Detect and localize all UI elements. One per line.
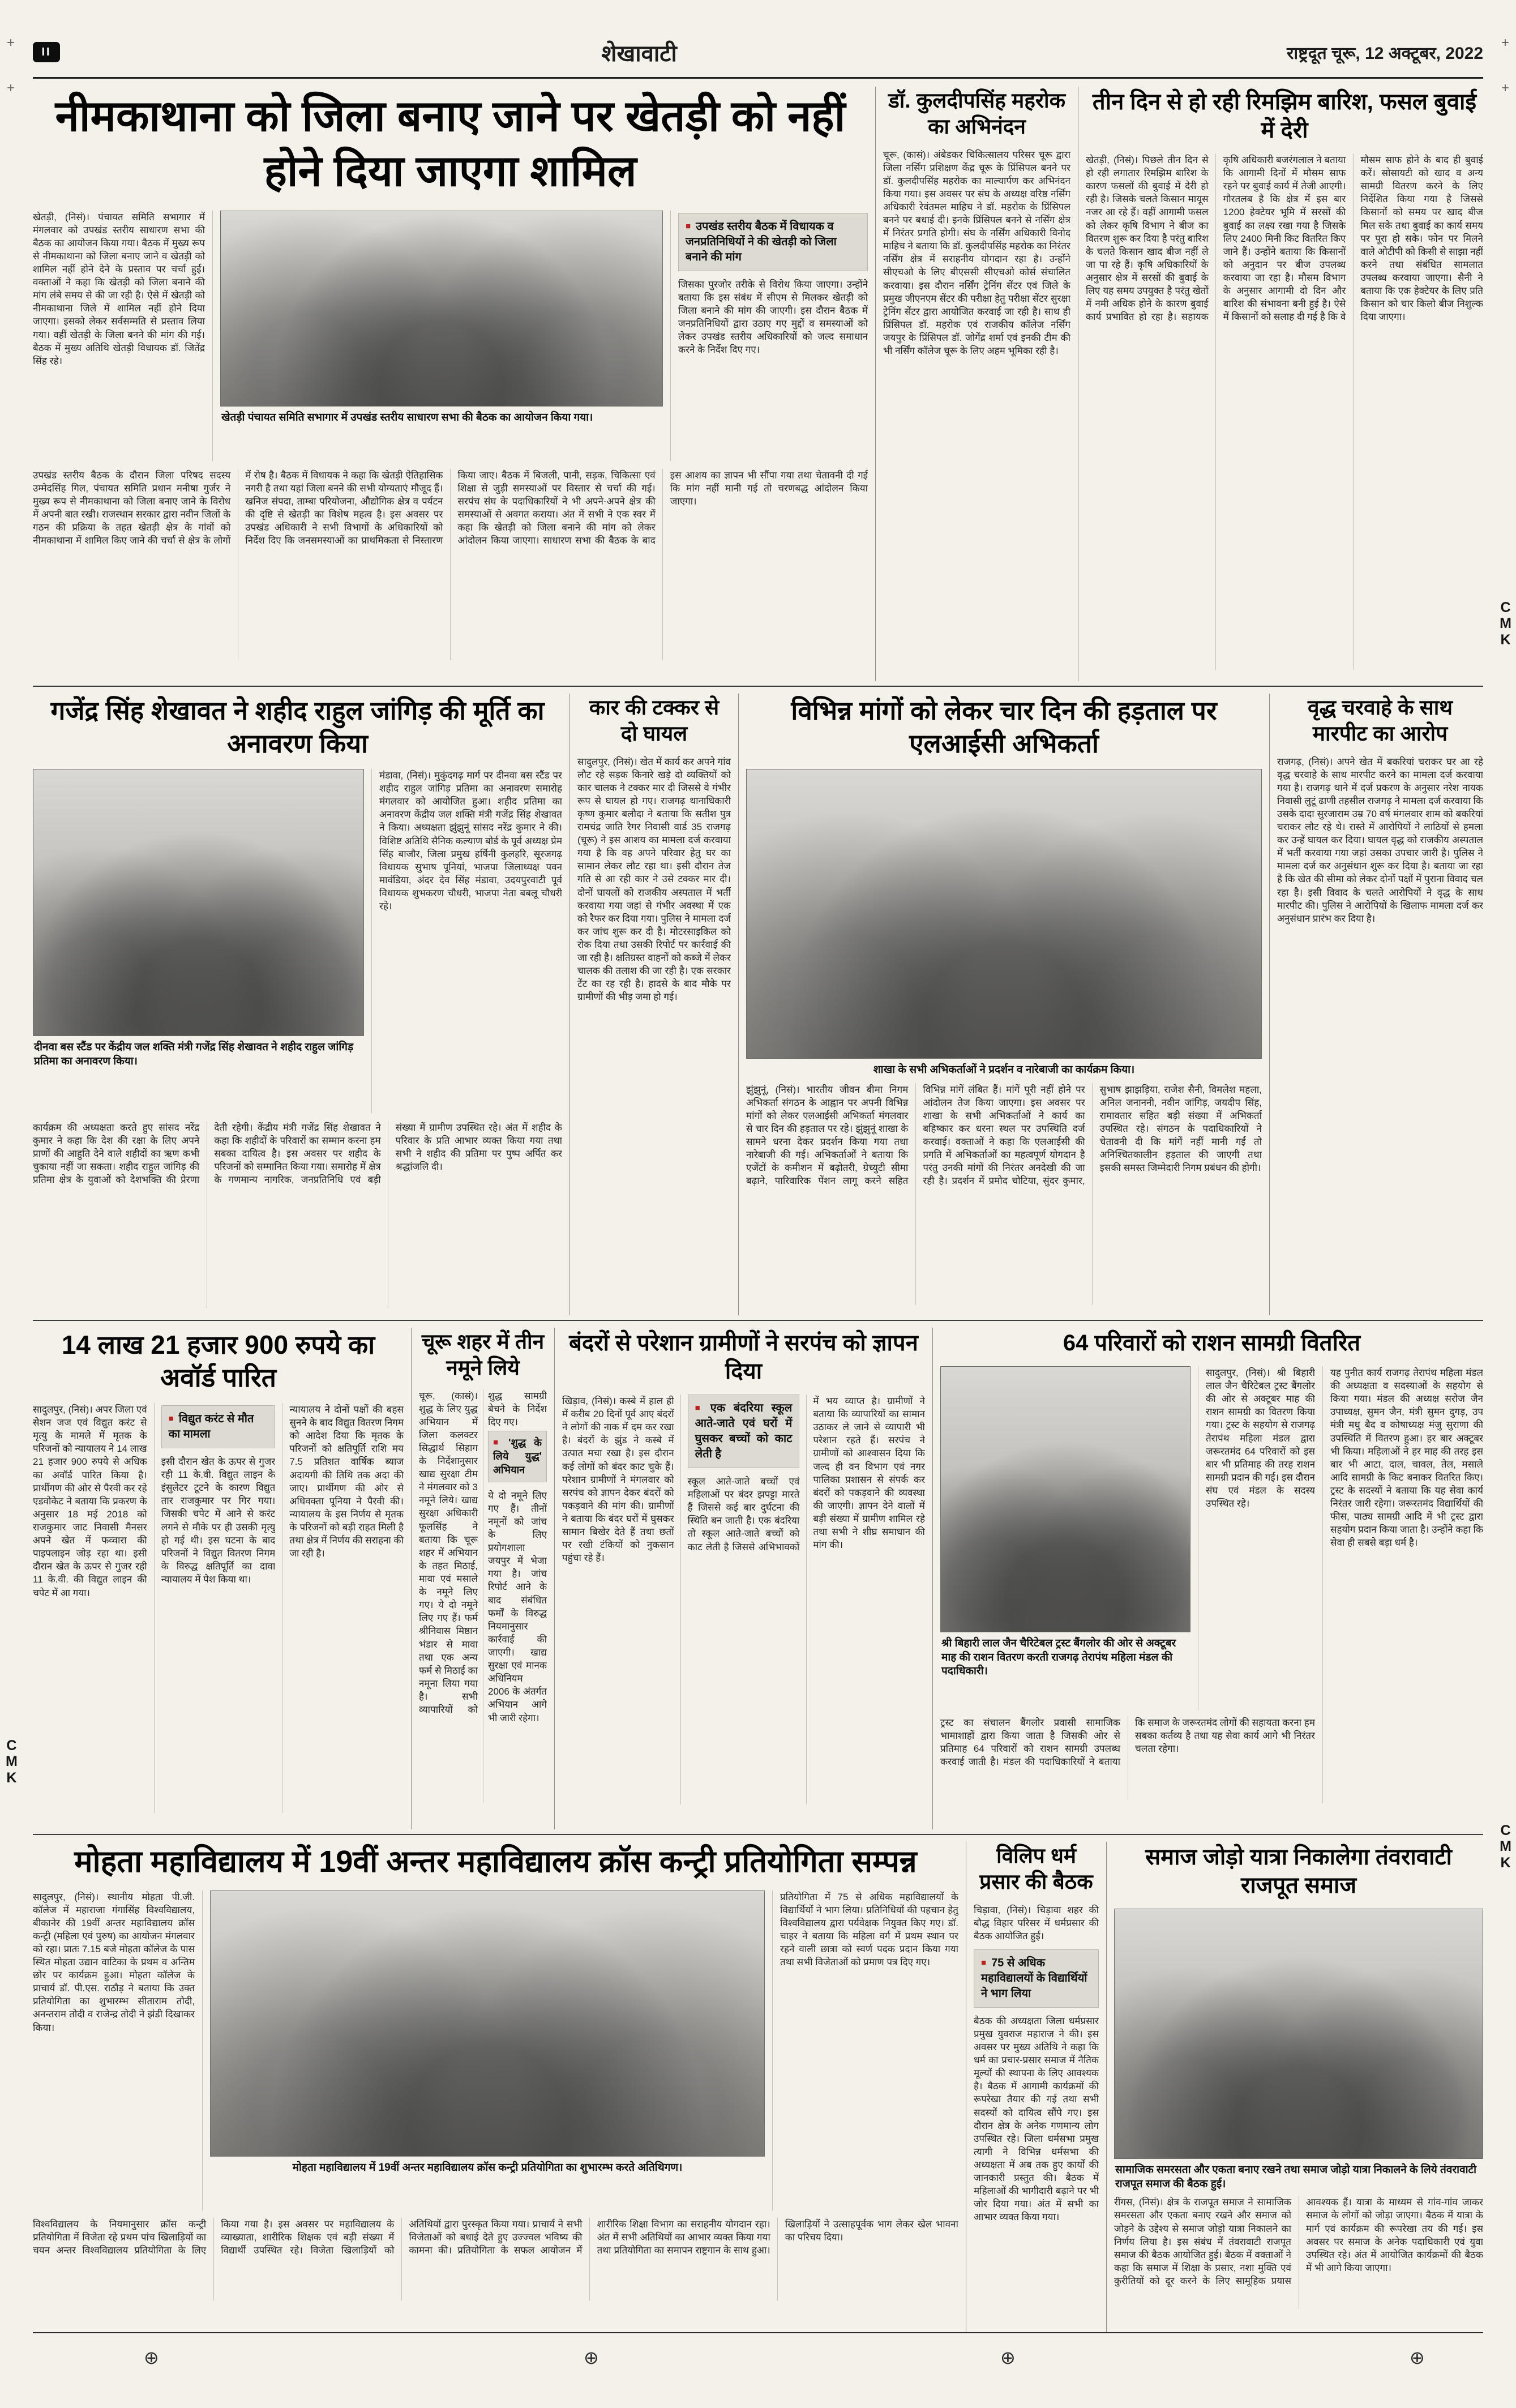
ration-body-bottom: ट्रस्ट का संचालन बैंगलोर प्रवासी सामाजिक भामाशाहों द्वारा किया जाता है जिसकी ओर से प्रतिमाह 64 परिवारों को राशन सामग्री उपलब्ध करवाई जाती है। मंडल की पदाधिकारियों ने बताया कि समाज के जरूरतमंद लोगों की सहायता करना हम सबका कर्तव्य है तथा यह सेवा कार्य आगे भी निरंतर चलता रहेगा। [940, 1717, 1315, 1768]
kar-body: सादुलपुर, (निसं)। खेत में कार्य कर अपने गांव लौट रहे सड़क किनारे खड़े दो व्यक्तियों को कार चालक ने टक्कर मार दी जिससे वे गंभीर रूप से घायल हो गए। राजगढ़ थानाधिकारी कृष्ण कुमार बलौदा ने बताया कि सतीश पुत्र रामचंद्र जाति रैगर निवासी वार्ड 35 राजगढ़ (चूरू) ने इस आशय का मामला दर्ज करवाया गया है कि वह अपने परिवार हेतु घर का सामान लेकर लौट रहा था। इसी दौरान तेज गति से आ रही कार ने उसे टक्कर मार दी। दोनों घायलों को राजकीय अस्पताल में भर्ती करवाया गया जहां से गंभीर अवस्था में एक को रैफर कर दिया गया। पुलिस ने मामला दर्ज कर जांच शुरू कर दी है। मोटरसाइकिल को रोक दिया तथा उसकी रिपोर्ट पर कार्रवाई की जा रही है। क्षतिग्रस्त वाहनों को कब्जे में लेकर चालक की तलाश की जा रही है। एक सरकार टेंट का रह रही है। हादसे के बाद मौके पर ग्रामीणों की भीड़ जमा हो गई। [577, 756, 731, 1003]
cmk-k: K [1500, 631, 1511, 648]
kar-headline: कार की टक्कर से दो घायल [589, 696, 720, 746]
meeting-photo [220, 211, 663, 407]
murti-body-column: मंडावा, (निसं)। मुकुंदगढ़ मार्ग पर दीनवा बस स्टैंड पर शहीद राहुल जांगिड़ प्रतिमा का अनावरण समारोह मंगलवार को आयोजित हुआ। शहीद प्रतिमा का अनावरण केंद्रीय जल शक्ति मंत्री गजेंद्र सिंह शेखावत ने किया। अध्यक्षता झुंझुनूं सांसद नरेंद्र कुमार ने की। विशिष्ट अतिथि सैनिक कल्याण बोर्ड के पूर्व अध्यक्ष प्रेम सिंह बाजौर, जिला प्रमुख हर्षिनी कुलहरि, सूरजगढ़ विधायक सुभाष पूनियां, भाजपा जिलाध्यक्ष पवन मावंडिया, अंदर देव सिंह मंडावा, उदयपुरवाटी पूर्व विधायक शुभकरण चौधरी, भाजपा नेता बबलू चौधरी रहे। [371, 769, 562, 1113]
photo-caption: शाखा के सभी अभिकर्ताओं ने प्रदर्शन व नारेबाजी का कार्यक्रम किया। [873, 1064, 1135, 1076]
lic-headline: विभिन्न मांगों को लेकर चार दिन की हड़ताल पर एलआईसी अभिकर्ता [791, 696, 1217, 758]
cmk-m: M [1500, 1838, 1511, 1855]
article-charwaha-marpit [1269, 694, 1483, 1315]
meeting-group-photo [1114, 1909, 1483, 2159]
page-footer [33, 2332, 1483, 2389]
pullbox-text: 75 से अधिक महाविद्यालयों के विद्यार्थियों ने भाग लिया [981, 1956, 1087, 2000]
cmk-c: C [1500, 600, 1511, 615]
article-neemkathana-khetri [33, 87, 868, 681]
photo-cross-country [210, 1891, 765, 2211]
photo-statue-unveiling [33, 769, 364, 1113]
article-rajput-samaj-yatra [1106, 1842, 1483, 2332]
cmk-print-mark [1500, 600, 1511, 647]
main-body-left-column: खेतड़ी, (निसं)। पंचायत समिति सभागार में मंगलवार को उपखंड स्तरीय साधारण सभा की बैठक का आयोजन किया गया। बैठक में मुख्य रूप से नीमकाथाना को जिला बनाए जाने व खेतड़ी को शामिल नहीं होने देने के प्रस्ताव पर चर्चा हुई। वक्ताओं ने कहा कि खेतड़ी को जिला बनाने की मांग लंबे समय से की जा रही है। ऐसे में खेतड़ी को नीमकाथाना जिले में शामिल नहीं होने दिया जाएगा। इसको लेकर सर्वसम्मति से प्रस्ताव लिया गया। वहीं खेतड़ी के जिला बनने की मांग की गई। बैठक में मुख्य अतिथि खेतड़ी विधायक डॉ. जितेंद्र सिंह रहे। [33, 211, 213, 461]
namune-body-columns [419, 1389, 547, 1803]
red-square-icon: ■ [981, 1957, 987, 1968]
bandar-body-columns [562, 1395, 925, 1804]
photo-rajput-meeting [1114, 1909, 1483, 2191]
dharm-headline: विलिप धर्म प्रसार की बैठक [979, 1844, 1093, 1894]
pullbox-text: विद्युत करंट से मौत का मामला [168, 1413, 254, 1440]
cmk-c: C [1500, 1823, 1511, 1838]
article-mahrok-abhinandan [875, 87, 1070, 681]
abhinandan-headline: डॉ. कुलदीपसिंह महरोक का अभिनंदन [888, 89, 1066, 139]
section-lower [33, 1320, 1483, 1829]
pullbox-text: 'शुद्ध के लिये युद्ध' अभियान [493, 1436, 542, 1476]
dharm-lead: चिड़ावा, (निसं)। चिड़ावा शहर की बौद्ध विहार परिसर में धर्मप्रसार की बैठक आयोजित हुई। [974, 1904, 1099, 1941]
cross-headline: मोहता महाविद्यालय में 19वीं अन्तर महाविद्यालय क्रॉस कन्ट्री प्रतियोगिता सम्पन्न [74, 1845, 917, 1879]
cmk-c: C [6, 1738, 17, 1753]
register-target-icon: ⊕ [1000, 2347, 1016, 2368]
main-body-right-column: जिसका पुरजोर तरीके से विरोध किया जाएगा। उन्होंने बताया कि इस संबंध में सीएम से मिलकर खेतड़ी को जिला बनाने की मांग की जाएगी। इस दौरान बैठक में जनप्रतिनिधियों द्वारा उठाए गए मुद्दों व समस्याओं को लेकर उपखंड स्तरीय अधिकारियों को जल्द समाधान करने के निर्देश दिए गए। [678, 279, 868, 356]
cmk-m: M [1500, 615, 1511, 632]
lic-body-columns: झुंझुनूं, (निसं)। भारतीय जीवन बीमा निगम अभिकर्ता संगठन के आह्वान पर अपनी विभिन्न मांगों को लेकर एलआईसी अभिकर्ता मंगलवार से चार दिन की हड़ताल पर रहे। झुंझुनूं शाखा के सामने धरना देकर प्रदर्शन किया गया तथा नारेबाजी की गई। अभिकर्ताओं ने बताया कि एजेंटों के कमीशन में बढ़ोतरी, ग्रेच्युटी सीमा बढ़ाने, पारिवारिक पेंशन लागू करने सहित विभिन्न मांगें लंबित हैं। मांगें पूरी नहीं होने पर आंदोलन तेज किया जाएगा। इस अवसर पर शाखा के सभी अभिकर्ताओं ने कार्य का बहिष्कार कर धरना स्थल पर उपस्थिति दर्ज करवाई। वक्ताओं ने कहा कि एलआईसी की प्रगति में अभिकर्ताओं का महत्वपूर्ण योगदान है परंतु उनकी मांगों की निरंतर अनदेखी की जा रही है। प्रदर्शन में प्रमोद चोटिया, सुंदर कुमार, सुभाष झाझड़िया, राजेश सैनी, विमलेश महला, अनिल जनाननी, नवीन जांगिड़, जयदीप सिंह, रामावतार सहित बड़ी संख्या में अभिकर्ता उपस्थित रहे। संगठन के पदाधिकारियों ने चेतावनी दी कि मांगें नहीं मानी गईं तो अनिश्चितकालीन हड़ताल की जाएगी तथा इसकी समस्त जिम्मेदारी निगम प्रबंधन की होगी। [746, 1084, 1262, 1187]
barish-headline: तीन दिन से हो रही रिमझिम बारिश, फसल बुवाई में देरी [1092, 89, 1477, 143]
cmk-k: K [1500, 1854, 1511, 1871]
abhinandan-body: चूरू, (कासं)। अंबेडकर चिकित्सालय परिसर चूरू द्वारा जिला नर्सिंग प्रशिक्षण केंद्र चूरू के प्रिंसिपल बनने पर डॉ. कुलदीपसिंह महरोक का माल्यार्पण कर अभिनंदन किया गया। इस अवसर पर संघ के अध्यक्ष वरिष्ठ नर्सिंग अधिकारी रेवंतमल माहिच ने डॉ. महरोक के प्रिंसिपल बनने पर बधाई दी। इनके प्रिंसिपल बनने से नर्सिंग क्षेत्र में निरंतर प्रगति होगी। संघ के नर्सिंग अधिकारी विनोद माहिच ने बताया कि डॉ. कुलदीपसिंह महरोक का निरंतर नर्सिंग क्षेत्र में सराहनीय योगदान रहा है। उन्होंने सीएचओ के लिए बीएससी सीएचओ कोर्स संचालित करवाया। इस दौरान नर्सिंग ट्रेनिंग सेंटर एवं जिले के प्रमुख जीएनएम सेंटर की परीक्षा हेतु परीक्षा सेंटर सुरक्षा ट्रेनिंग सेंटर द्वारा आयोजित करवाई जा रही है। साथ ही प्रिंसिपल डॉ. महरोक एवं राजकीय कॉलेज नर्सिंग जयपुर के प्रिंसिपल डॉ. जोगेंद्र शर्मा एवं इनकी टीम की भी नर्सिंग कॉलेज चूरू के लिए अहम भूमिका रही है। [883, 149, 1070, 357]
register-plus-icon: + [7, 80, 15, 96]
namune-body-a: चूरू, (कासं)। शुद्ध के लिए युद्ध अभियान में जिला कलक्टर सिद्धार्थ सिहाग के निर्देशानुसार खाद्य सुरक्षा टीम ने मंगलवार को 3 नमूने लिये। खाद्य सुरक्षा अधिकारी फूलसिंह ने बताया कि चूरू शहर में अभियान के तहत मिठाई, मावा एवं मसाले के नमूने लिए गए। ये दो नमूने लिए गए हैं। फर्म श्रीनिवास मिष्ठान भंडार से मावा तथा एक अन्य फर्म से मिठाई का नमूना लिया गया है। सभी व्यापारियों को शुद्ध सामग्री बेचने के निर्देश दिए गए। [419, 1390, 547, 1716]
award-column-3: न्यायालय ने दोनों पक्षों की बहस सुनने के बाद विद्युत वितरण निगम को आदेश दिया कि मृतक के परिजनों को क्षतिपूर्ति राशि मय 7.5 प्रतिशत वार्षिक ब्याज अदायगी की तिथि तक अदा की जाए। प्रार्थीगण की ओर से अधिवक्ता पूनिया ने पैरवी की। न्यायालय के इस निर्णय से मृतक के परिजनों को बड़ी राहत मिली है तथा क्षेत्र में निर्णय की सराहना की जा रही है। [282, 1403, 404, 1813]
edition-title: शेखावाटी [601, 41, 677, 66]
register-plus-icon: + [7, 35, 15, 50]
article-namune [411, 1328, 547, 1829]
article-car-takkar [569, 694, 731, 1315]
register-target-icon: ⊕ [584, 2347, 599, 2368]
award-column-2: इसी दौरान खेत के ऊपर से गुजर रही 11 के.वी. विद्युत लाइन के इंसुलेटर टूटने के कारण विद्युत तार राजकुमार पर गिर गया। जिसकी चपेट में आने से करंट लगने से मौके पर ही उसकी मृत्यु हो गई थी। इस घटना के बाद परिजनों ने विद्युत वितरण निगम के विरुद्ध क्षतिपूर्ति का दावा न्यायालय में पेश किया था। [161, 1456, 276, 1585]
namune-body-b: ये दो नमूने लिए गए हैं। तीनों नमूनों को जांच के लिए प्रयोगशाला जयपुर में भेजा गया है। जांच रिपोर्ट आने के बाद संबंधित फर्मों के विरुद्ध नियमानुसार कार्रवाई की जाएगी। खाद्य सुरक्षा एवं मानक अधिनियम 2006 के अंतर्गत अभियान आगे भी जारी रहेगा। [488, 1490, 547, 1723]
demand-pullbox [678, 213, 868, 271]
race-photo [210, 1891, 765, 2157]
cmk-m: M [6, 1753, 18, 1770]
ration-photo [940, 1366, 1190, 1632]
red-square-icon: ■ [686, 221, 691, 231]
page-number-mark: II [33, 42, 60, 62]
cross-body-right-column: प्रतियोगिता में 75 से अधिक महाविद्यालयों के विद्यार्थियों ने भाग लिया। प्रतिनिधियों की पहचान हेतु विश्वविद्यालय द्वारा पर्यवेक्षक नियुक्त किए गए। डॉ. चाहर ने बताया कि महिला वर्ग में प्रथम स्थान पर रहने वाली छात्रा को स्वर्ण पदक प्रदान किया गया तथा सभी विजेताओं को प्रमाण पत्र दिए गए। [772, 1891, 958, 2211]
charwaha-body: राजगढ़, (निसं)। अपने खेत में बकरियां चराकर घर आ रहे वृद्ध चरवाहे के साथ मारपीट करने का मामला दर्ज करवाया गया है। राजगढ़ थाने में दर्ज प्रकरण के अनुसार नरेश नायक निवासी लुटूं ढाणी तहसील राजगढ़ ने मामला दर्ज करवाया कि उसके दादा सुरजाराम उम्र 70 वर्ष मंगलवार शाम को बकरियां चराकर लौट रहे थे। रास्ते में आरोपियों ने लाठियों से हमला कर उन्हें घायल कर दिया। घायल वृद्ध को राजकीय अस्पताल में भर्ती करवाया गया जहां उसका उपचार जारी है। पुलिस ने मामला दर्ज कर अनुसंधान शुरू कर दिया है। बताया जा रहा है कि खेत की सीमा को लेकर दोनों पक्षों में पुराना विवाद चल रहा है। इसी विवाद के चलते आरोपियों ने वृद्ध के साथ मारपीट की। पुलिस ने आरोपियों के खिलाफ मामला दर्ज कर अनुसंधान प्रारंभ कर दिया है। [1277, 756, 1483, 924]
cmk-print-mark [1500, 1823, 1511, 1870]
red-square-icon: ■ [695, 1403, 705, 1413]
bandariya-pullbox [688, 1395, 800, 1468]
article-dharm-prasar [966, 1842, 1099, 2332]
photo-khetri-meeting [220, 211, 663, 461]
article-bandar-gyapan [554, 1328, 925, 1829]
barish-body-columns: खेतड़ी, (निसं)। पिछले तीन दिन से हो रही लगातार रिमझिम बारिश के कारण फसलों की बुवाई में देरी हो रही है। जिसके चलते किसान मायूस नजर आ रहे हैं। वहीं आगामी फसल को लेकर कृषि विभाग ने बीज का वितरण शुरू कर दिया है परंतु बारिश के चलते किसान खाद बीज नहीं ले जा पा रहे हैं। कृषि अधिकारियों के अनुसार क्षेत्र में सरसों की बुवाई के लिए यह समय उपयुक्त है परंतु खेतों में नमी अधिक होने के कारण बुवाई कार्य प्रभावित हो रहा है। सहायक कृषि अधिकारी बजरंगलाल ने बताया कि आगामी दिनों में मौसम साफ रहने पर बुवाई कार्य में तेजी आएगी। गौरतलब है कि क्षेत्र में इस बार 1200 हेक्टेयर भूमि में सरसों की बुवाई का लक्ष्य रखा गया है जिसके लिए 2400 मिनी किट वितरित किए जाने हैं। उन्होंने बताया कि किसानों को अनुदान पर बीज उपलब्ध करवाया जा रहा है। मौसम विभाग के अनुसार आगामी दो दिन और बारिश की संभावना बनी हुई है। ऐसे में किसानों को सलाह दी गई है कि वे मौसम साफ होने के बाद ही बुवाई करें। सोसायटी को खाद व अन्य सामग्री वितरण करने के लिए निर्देशित किया गया है जिससे किसानों को समय पर खाद बीज मिल सके तथा बुवाई का कार्य समय पर पूरा हो सके। फोन पर मिलने वाले ओटीपी को किसी से साझा नहीं करने तथा संबंधित सामलात उपलब्ध करवाया जाएगा। सैनी ने बताया कि एक हेक्टेयर के लिए प्रति किसान को चार किलो बीज निशुल्क दिया जाएगा। [1086, 155, 1483, 323]
article-shahid-murti-anavaran [33, 694, 562, 1315]
rajput-body-columns: रींगस, (निसं)। क्षेत्र के राजपूत समाज ने सामाजिक समरसता और एकता बनाए रखने और समाज को जोड़ने के उद्देश्य से समाज जोड़ो यात्रा निकालने का निर्णय लिया है। इस संबंध में तंवरावाटी राजपूत समाज की बैठक आयोजित हुई। बैठक में वक्ताओं ने कहा कि समाज में शिक्षा के प्रसार, नशा मुक्ति एवं कुरीतियों को दूर करने के लिए सामूहिक प्रयास आवश्यक हैं। यात्रा के माध्यम से गांव-गांव जाकर समाज के लोगों को जोड़ा जाएगा। बैठक में यात्रा के मार्ग एवं कार्यक्रम की रूपरेखा तय की गई। इस अवसर पर समाज के अनेक पदाधिकारी एवं युवा उपस्थित रहे। अंत में आयोजित कार्यक्रमों की बैठक में भी आगे किया जाएगा। [1114, 2197, 1483, 2287]
pullbox-text: एक बंदरिया स्कूल आते-जाते एवं घरों में घुसकर बच्चों को काट लेती है [695, 1402, 793, 1460]
bandar-body-a: खिड़ाव, (निसं)। कस्बे में हाल ही में करीब 20 दिनों पूर्व आए बंदरों ने लोगों की नाक में दम कर रखा है। बंदरों के झुंड ने कस्बे में उत्पात मचा रखा है। इस दौरान कई लोगों को बंदर काट चुके हैं। परेशान ग्रामीणों ने मंगलवार को सरपंच को ज्ञापन देकर बंदरों को पकड़वाने की मांग की। ग्रामीणों ने बताया कि बंदर घरों में घुसकर सामान बिखेर देते हैं तथा छतों पर रखी टंकियों को नुकसान पहुंचा रहे हैं। [562, 1396, 674, 1564]
bandar-headline: बंदरों से परेशान ग्रामीणों ने सरपंच को ज्ञापन दिया [569, 1331, 918, 1384]
register-plus-icon: + [1501, 80, 1509, 96]
masthead-rule [33, 77, 1483, 79]
cmk-print-mark [6, 1738, 18, 1785]
section-top [33, 87, 1483, 681]
article-award-parit [33, 1328, 404, 1829]
bandar-body-b: स्कूल आते-जाते बच्चों एवं महिलाओं पर बंदर झपट्टा मारते हैं जिससे कई बार दुर्घटना की स्थिति बन जाती है। एक बंदरिया तो स्कूल आते-जाते बच्चों को काट लेती है जिससे अभिभावकों में भय व्याप्त है। ग्रामीणों ने बताया कि व्यापारियों का सामान उठाकर ले जाने से व्यापारी भी परेशान रहते हैं। सरपंच ने ग्रामीणों को आश्वासन दिया कि जल्द ही वन विभाग एवं नगर पालिका प्रशासन से संपर्क कर बंदरों को पकड़वाने की व्यवस्था की जाएगी। ज्ञापन देने वालों में बड़ी संख्या में ग्रामीण शामिल रहे तथा सभी ने शीघ्र समाधान की मांग की। [687, 1396, 925, 1552]
article-barish-buwai [1078, 87, 1483, 681]
namune-headline: चूरू शहर में तीन नमूने लिये [421, 1330, 545, 1380]
current-death-pullbox [161, 1405, 276, 1448]
murti-headline: गजेंद्र सिंह शेखावत ने शहीद राहुल जांगिड़ की मूर्ति का अनावरण किया [50, 696, 545, 758]
article-ration-vitrit [932, 1328, 1483, 1829]
red-square-icon: ■ [168, 1414, 174, 1423]
cross-body-bottom-columns: विश्वविद्यालय के नियमानुसार क्रॉस कन्ट्री प्रतियोगिता में विजेता रहे प्रथम पांच खिलाड़ियों का चयन अन्तर विश्वविद्यालय प्रतियोगिता के लिए किया गया है। इस अवसर पर महाविद्यालय के व्याख्याता, शारीरिक शिक्षक एवं बड़ी संख्या में विद्यार्थी उपस्थित रहे। विजेता खिलाड़ियों को अतिथियों द्वारा पुरस्कृत किया गया। प्राचार्य ने सभी विजेताओं को बधाई देते हुए उज्ज्वल भविष्य की कामना की। प्रतियोगिता के सफल आयोजन में शारीरिक शिक्षा विभाग का सराहनीय योगदान रहा। अंत में सभी अतिथियों का आभार व्यक्त किया गया तथा प्रतियोगिता का समापन राष्ट्रगान के साथ हुआ। खिलाड़ियों ने उत्साहपूर्वक भाग लेकर खेल भावना का परिचय दिया। [33, 2218, 958, 2256]
register-target-icon: ⊕ [1410, 2347, 1425, 2368]
photo-caption: दीनवा बस स्टैंड पर केंद्रीय जल शक्ति मंत्री गजेंद्र सिंह शेखावत ने शहीद राहुल जांगिड़ प्रतिमा का अनावरण किया। [34, 1041, 354, 1067]
rajput-headline: समाज जोड़ो यात्रा निकालेगा तंवरावाटी राजपूत समाज [1145, 1845, 1452, 1898]
dharm-body: बैठक की अध्यक्षता जिला धर्मप्रसार प्रमुख युवराज महाराज ने की। इस अवसर पर मुख्य अतिथि ने कहा कि धर्म का प्रचार-प्रसार समाज में नैतिक मूल्यों की स्थापना के लिए आवश्यक है। बैठक में आगामी कार्यक्रमों की रूपरेखा तैयार की गई तथा सभी सदस्यों को दायित्व सौंपे गए। इस दौरान क्षेत्र के अनेक गणमान्य लोग उपस्थित रहे। जिला धर्मसभा प्रमुख त्यागी ने विभिन्न धर्मसभा की अध्यक्षता में अब तक हुए कार्यों की जानकारी प्रस्तुत की। बैठक में महिलाओं की भागीदारी बढ़ाने पर भी जोर दिया गया। अंत में सभी का आभार व्यक्त किया गया। [974, 2015, 1099, 2223]
photo-caption: खेतड़ी पंचायत समिति सभागार में उपखंड स्तरीय साधारण सभा की बैठक का आयोजन किया गया। [221, 411, 593, 424]
article-lic-hadtal [738, 694, 1262, 1315]
photo-caption: श्री बिहारी लाल जैन चैरिटेबल ट्रस्ट बैंगलोर की ओर से अक्टूबर माह की राशन वितरण करती राजगढ़ तेरापंथ महिला मंडल की पदाधिकारी। [941, 1637, 1176, 1678]
pullbox-text: उपखंड स्तरीय बैठक में विधायक व जनप्रतिनिधियों ने की खेतड़ी को जिला बनाने की मांग [686, 220, 837, 263]
statue-photo [33, 769, 364, 1036]
photo-lic-protest [746, 769, 1262, 1077]
main-headline: नीमकाथाना को जिला बनाए जाने पर खेतड़ी को नहीं होने दिया जाएगा शामिल [55, 92, 846, 196]
photo-caption: सामाजिक समरसता और एकता बनाए रखने तथा समाज जोड़ो यात्रा निकालने के लिये तंवरावाटी राजपूत समाज की बैठक हुई। [1115, 2164, 1477, 2190]
main-body-bottom-columns: उपखंड स्तरीय बैठक के दौरान जिला परिषद सदस्य उम्मेदसिंह गिल, पंचायत समिति प्रधान मनीषा गुर्जर ने मुख्य रूप से नीमकाथाना को जिला बनाए जाने के विरोध में अपनी बात रखी। राजस्थान सरकार द्वारा नवीन जिलों के गठन की प्रक्रिया के तहत खेतड़ी क्षेत्र के गांवों को नीमकाथाना में शामिल किए जाने की चर्चा से क्षेत्र के लोगों में रोष है। बैठक में विधायक ने कहा कि खेतड़ी ऐतिहासिक नगरी है तथा यहां जिला बनने की सभी योग्यताएं मौजूद हैं। खनिज संपदा, ताम्बा परियोजना, औद्योगिक क्षेत्र व पर्यटन की दृष्टि से खेतड़ी का विशेष महत्व है। इस अवसर पर उपखंड अधिकारी ने सभी विभागों के अधिकारियों को निर्देश दिए कि जनसमस्याओं का प्राथमिकता से निस्तारण किया जाए। बैठक में बिजली, पानी, सड़क, चिकित्सा एवं शिक्षा से जुड़ी समस्याओं पर विस्तार से चर्चा की गई। सरपंच संघ के पदाधिकारियों ने भी अपने-अपने क्षेत्र की समस्याओं से अवगत कराया। अंत में सभी ने एक स्वर में कहा कि खेतड़ी को जिला बनाने की मांग को लेकर आंदोलन किया जाएगा। साधारण सभा की बैठक के बाद इस आशय का ज्ञापन भी सौंपा गया तथा चेतावनी दी गई कि मांग नहीं मानी गई तो चरणबद्ध आंदोलन किया जाएगा। [33, 469, 868, 546]
section-bottom [33, 1834, 1483, 2332]
article-cross-country [33, 1842, 958, 2332]
ration-headline: 64 परिवारों को राशन सामग्री वितरित [1063, 1331, 1361, 1355]
photo-ration-distribution [940, 1366, 1190, 1710]
charwaha-headline: वृद्ध चरवाहे के साथ मारपीट का आरोप [1307, 696, 1453, 746]
award-column-1: सादुलपुर, (निसं)। अपर जिला एवं सेशन जज एवं विद्युत करंट से मृत्यु के मामले में मृतक के परिजनों को न्यायालय ने 14 लाख 21 हजार 900 रुपये से अधिक का अवॉर्ड पारित किया है। प्रार्थीगण की ओर से पैरवी कर रहे एडवोकेट ने बताया कि प्रकरण के अनुसार 18 मई 2018 को राजकुमार जाट निवासी मैनसर अपने खेत में फव्वारा की पाइपलाइन जोड़ रहा था। इसी दौरान खेत के ऊपर से गुजर रही 11 के.वी. की विद्युत लाइन की चपेट में आ गया। [33, 1404, 147, 1598]
protest-photo [746, 769, 1262, 1059]
masthead-dateline: राष्ट्रदूत चूरू, 12 अक्टूबर, 2022 [1287, 44, 1483, 63]
cross-body-left-column: सादुलपुर, (निसं)। स्थानीय मोहता पी.जी. कॉलेज में महाराजा गंगासिंह विश्वविद्यालय, बीकानेर की 19वीं अन्तर महाविद्यालय क्रॉस कन्ट्री (महिला एवं पुरुष) का आयोजन मंगलवार को रहा। प्रातः 7.15 बजे मोहता कॉलेज के पास स्थित मोहता उद्यान वाटिका के प्रथम व अन्तिम छोर पर कार्यक्रम हुआ। मोहता कॉलेज के प्राचार्य डॉ. पी.एस. राठौड़ ने बताया कि उक्त प्रतियोगिता का शुभारम्भ सीताराम तोदी, अनन्तराम तोदी व राजेन्द्र तोदी ने झंडी दिखाकर किया। [33, 1891, 203, 2211]
register-target-icon: ⊕ [144, 2347, 159, 2368]
red-square-icon: ■ [493, 1437, 504, 1447]
section-middle [33, 686, 1483, 1315]
murti-body-bottom-columns: कार्यक्रम की अध्यक्षता करते हुए सांसद नरेंद्र कुमार ने कहा कि देश की रक्षा के लिए अपने प्राणों की आहुति देने वाले शहीदों का ऋण कभी चुकाया नहीं जा सकता। शहीद राहुल जांगिड़ की प्रतिमा क्षेत्र के युवाओं को देशभक्ति की प्रेरणा देती रहेगी। केंद्रीय मंत्री गजेंद्र सिंह शेखावत ने कहा कि शहीदों के परिवारों का सम्मान करना हम सबका दायित्व है। इस अवसर पर शहीद के परिजनों को सम्मानित किया गया। समारोह में क्षेत्र के गणमान्य नागरिक, जनप्रतिनिधि एवं बड़ी संख्या में ग्रामीण उपस्थित रहे। अंत में शहीद के परिवार के प्रति आभार व्यक्त किया गया तथा सभी ने शहीद की प्रतिमा पर पुष्प अर्पित कर श्रद्धांजलि दी। [33, 1122, 562, 1186]
ration-body-column: सादुलपुर, (निसं)। श्री बिहारी लाल जैन चैरिटेबल ट्रस्ट बैंगलोर की ओर से अक्टूबर माह की राशन सामग्री का वितरण किया गया। ट्रस्ट के सहयोग से राजगढ़ तेरापंथ महिला मंडल द्वारा जरूरतमंद 64 परिवारों को इस बार भी प्रतिमाह की तरह राशन सामग्री प्रदान की गई। इस दौरान संघ एवं मंडल के सदस्य उपस्थित रहे। [1198, 1366, 1315, 1710]
ration-body-right-column: यह पुनीत कार्य राजगढ़ तेरापंथ महिला मंडल की अध्यक्षता व सदस्याओं के सहयोग से किया गया। मंडल की अध्यक्ष सरोज जैन उपाध्यक्ष, सुमन जैन, मंत्री सुमन दुगड़, उप मंत्री मधु बैद व कोषाध्यक्ष मंजु सुराणा की उपस्थिति में वितरण हुआ। हर बार अक्टूबर भी किया। महिलाओं ने हर माह की तरह इस बार भी आटा, दाल, चावल, तेल, मसाले आदि सामग्री के किट बनाकर वितरित किए। ट्रस्ट के सदस्यों ने बताया कि यह सेवा कार्य निरंतर जारी रहेगा। जरूरतमंद विद्यार्थियों की फीस, पाठ्य सामग्री आदि में भी ट्रस्ट द्वारा सहयोग प्रदान किया जाता है। उन्होंने कहा कि सेवा ही सबसे बड़ा धर्म है। [1322, 1366, 1483, 1803]
register-plus-icon: + [1501, 35, 1509, 50]
participation-pullbox [974, 1949, 1099, 2008]
shuddh-yuddh-pullbox [488, 1431, 547, 1482]
photo-caption: मोहता महाविद्यालय में 19वीं अन्तर महाविद्यालय क्रॉस कन्ट्री प्रतियोगिता का शुभारम्भ करते अतिथिगण। [292, 2161, 683, 2174]
masthead [33, 32, 1483, 72]
award-headline: 14 लाख 21 हजार 900 रुपये का अवॉर्ड पारित [61, 1330, 375, 1392]
cmk-k: K [6, 1769, 17, 1786]
